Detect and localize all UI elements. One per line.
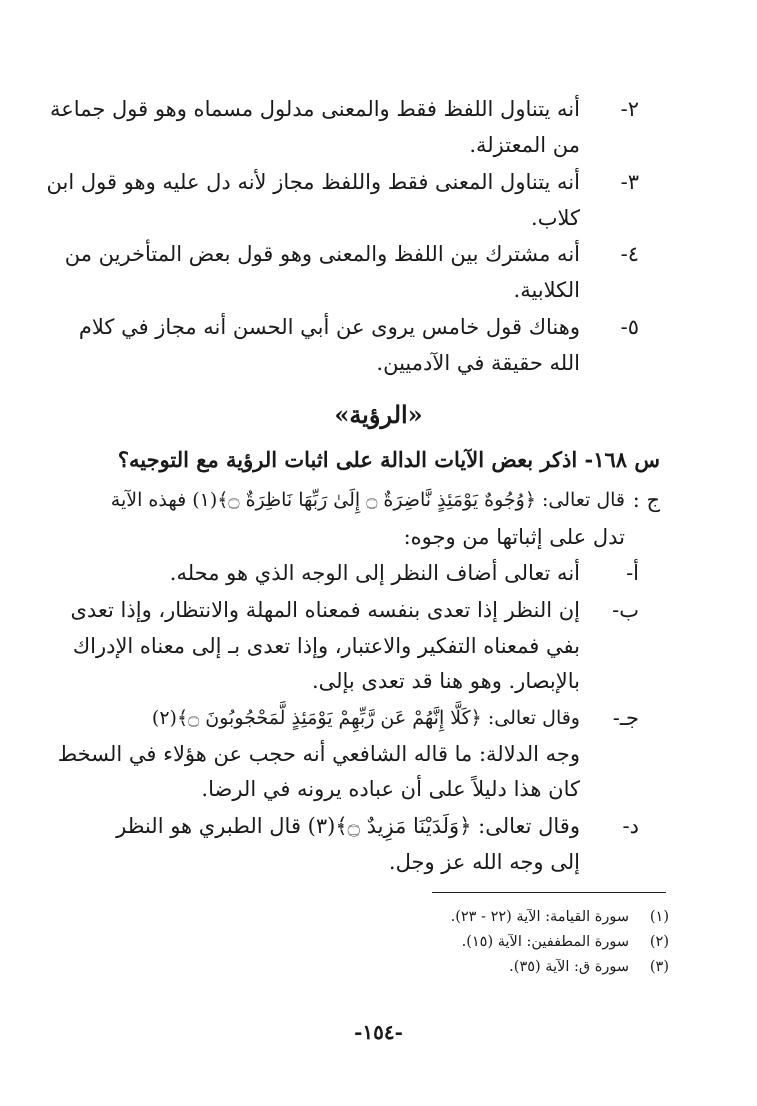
point-label: جـ-: [612, 706, 639, 730]
item-line: وهناك قول خامس يروى عن أبي الحسن أنه مجاز في كلام: [78, 315, 580, 339]
answer-line: قال تعالى: ﴿وُجُوهٌ يَوْمَئِذٍ نَّاضِرَةٌ ۝ إِلَىٰ رَبِّهَا نَاظِرَةٌ ۝﴾(١) فهذه الآية: [110, 489, 625, 511]
item-line: الكلابية.: [513, 278, 580, 302]
item-number: ٥-: [620, 315, 639, 339]
footnote-text: سورة ق: الآية (٣٥).: [509, 959, 629, 975]
item-line: أنه يتناول المعنى فقط واللفظ مجاز لأنه دل عليه وهو قول ابن: [46, 170, 580, 194]
answer-label: ج :: [632, 488, 660, 512]
footnote-text: سورة المطففين: الآية (١٥).: [461, 934, 629, 950]
point-line: بالإبصار. وهو هنا قد تعدى بإلى.: [311, 669, 580, 693]
point-line: وقال تعالى: ﴿كَلَّا إِنَّهُمْ عَن رَّبِّهِمْ يَوْمَئِذٍ لَّمَحْجُوبُونَ ۝﴾(٢): [151, 707, 580, 729]
item-line: كلاب.: [531, 206, 580, 230]
question-heading: س ١٦٨- اذكر بعض الآيات الدالة على اثبات الرؤية مع التوجيه؟: [117, 447, 660, 472]
footnote-number: (٣): [649, 959, 669, 975]
item-line: أنه مشترك بين اللفظ والمعنى وهو قول بعض المتأخرين من: [64, 242, 580, 266]
section-title: «الرؤية»: [334, 400, 423, 429]
point-line: إلى وجه الله عز وجل.: [388, 850, 580, 874]
item-number: ٤-: [620, 242, 639, 266]
footnote-number: (١): [649, 909, 669, 925]
item-number: ٢-: [620, 97, 639, 121]
point-label: د-: [622, 814, 639, 838]
point-line: وجه الدلالة: ما قاله الشافعي أنه حجب عن هؤلاء في السخط: [57, 742, 580, 766]
point-line: كان هذا دليلاً على أن عباده يرونه في الرضا.: [201, 777, 580, 801]
point-line: إن النظر إذا تعدى بنفسه فمعناه المهلة والانتظار، وإذا تعدى: [70, 598, 580, 622]
answer-line: تدل على إثباتها من وجوه:: [403, 525, 625, 549]
point-line: أنه تعالى أضاف النظر إلى الوجه الذي هو محله.: [169, 561, 580, 585]
point-line: وقال تعالى: ﴿وَلَدَيْنَا مَزِيدٌ ۝﴾(٣) قال الطبري هو النظر: [116, 814, 580, 838]
item-line: الله حقيقة في الآدميين.: [376, 351, 580, 375]
page-number: -١٥٤-: [354, 1020, 403, 1044]
item-number: ٣-: [620, 170, 639, 194]
point-line: بفي فمعناه التفكير والاعتبار، وإذا تعدى بـ إلى معناه الإدراك: [72, 634, 580, 658]
footnote-text: سورة القيامة: الآية (٢٢ - ٢٣).: [450, 909, 629, 925]
point-label: ب-: [612, 598, 639, 622]
footnote-number: (٢): [649, 934, 669, 950]
item-line: من المعتزلة.: [469, 133, 580, 157]
item-line: أنه يتناول اللفظ فقط والمعنى مدلول مسماه وهو قول جماعة: [50, 97, 580, 121]
footnote-divider: [432, 892, 666, 893]
point-label: أ-: [626, 561, 639, 585]
